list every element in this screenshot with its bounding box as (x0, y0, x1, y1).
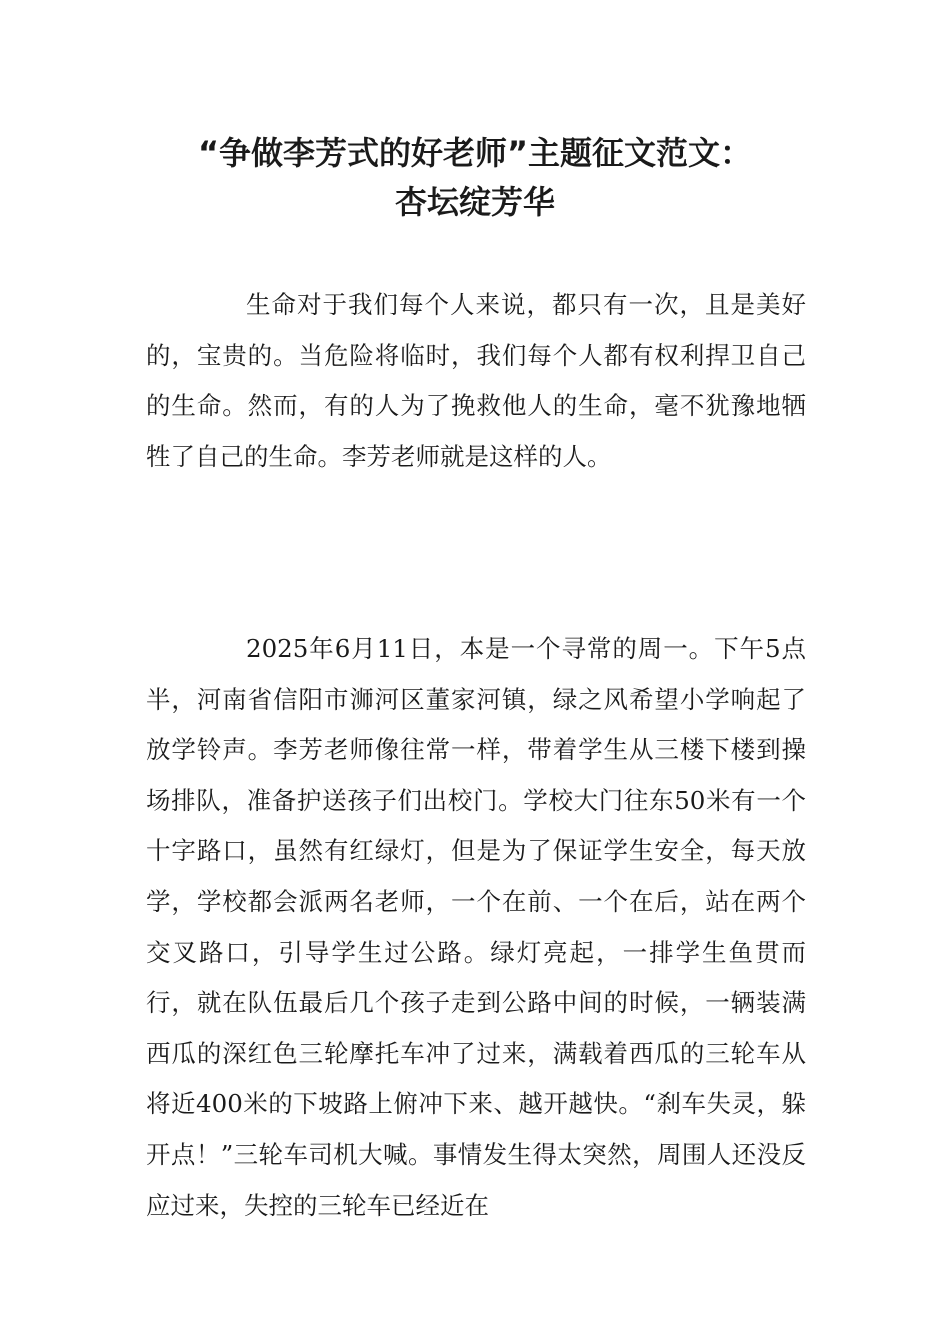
document-title-line-1: “争做李芳式的好老师”主题征文范文： (197, 134, 753, 172)
paragraph-2: 2025年6月11日，本是一个寻常的周一。下午5点半，河南省信阳市浉河区董家河镇，绿之风希望小学响起了放学铃声。李芳老师像往常一样，带着学生从三楼下楼到操场排队，准备护送孩子们出校门。学校大门往东50米有一个十字路口，虽然有红绿灯，但是为了保证学生安全，每天放学，学校都会派两名老师，一个在前、一个在后，站在两个交叉路口，引导学生过公路。绿灯亮起，一排学生鱼贯而行，就在队伍最后几个孩子走到公路中间的时候，一辆装满西瓜的深红色三轮摩托车冲了过来，满载着西瓜的三轮车从将近400米的下坡路上俯冲下来、越开越快。“刹车失灵，躲开点！”三轮车司机大喊。事情发生得太突然，周围人还没反应过来，失控的三轮车已经近在 (146, 634, 806, 1220)
document-title-line-2: 杏坛绽芳华 (394, 183, 555, 221)
paragraph-1: 生命对于我们每个人来说，都只有一次，且是美好的，宝贵的。当危险将临时，我们每个人都有权利捍卫自己的生命。然而，有的人为了挽救他人的生命，毫不犹豫地牺牲了自己的生命。李芳老师就是这样的人。 (146, 290, 806, 471)
